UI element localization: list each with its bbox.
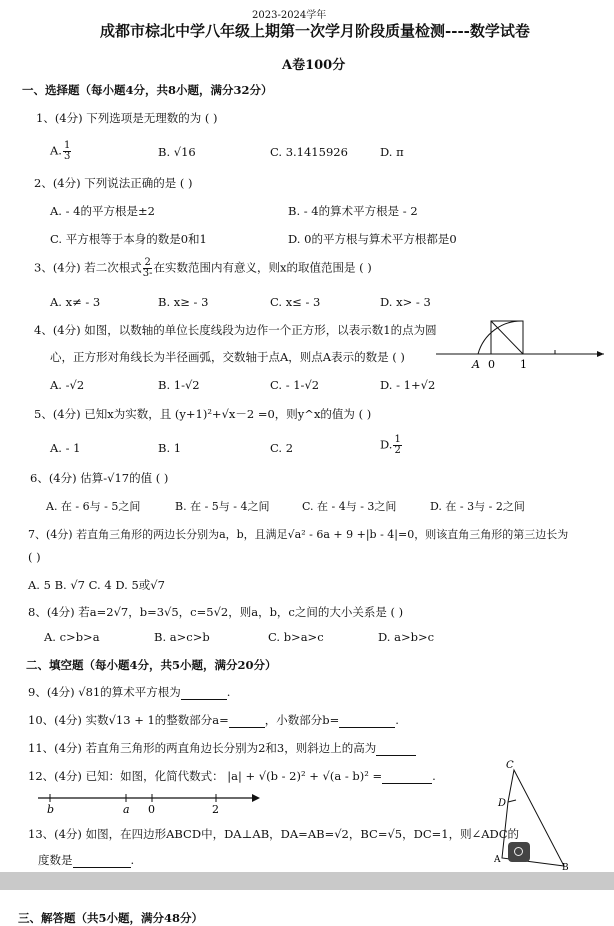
q4-option-b: B. 1-√2 bbox=[158, 378, 200, 392]
q7-options: A. 5 B. √7 C. 4 D. 5或√7 bbox=[28, 578, 165, 592]
q12-stem: 12、(4分) 已知：如图，化简代数式： |a| + √(b - 2)² + √(a - b)² = . bbox=[28, 769, 436, 783]
q2-option-a: A. - 4的平方根是±2 bbox=[50, 204, 155, 218]
q4-one-label: 1 bbox=[520, 358, 527, 371]
q5-option-d: D. $\frac{1}{2}$ bbox=[380, 434, 401, 456]
q7-stem-line1: 7、(4分) 若直角三角形的两边长分别为a，b，且满足√a² - 6a + 9 +|b - 4|=0，则该直角三角形的第三边长为 bbox=[28, 528, 569, 541]
camera-icon[interactable] bbox=[508, 842, 530, 862]
q4-option-d: D. - 1+√2 bbox=[380, 378, 436, 392]
q6-option-b: B. 在 - 5与 - 4之间 bbox=[175, 500, 270, 513]
q13-stem-line1: 13、(4分) 如图，在四边形ABCD中，DA⊥AB，DA=AB=√2，BC=√5，DC=1，则∠ADC的 bbox=[28, 827, 520, 841]
q12-axis-b: b bbox=[47, 803, 55, 816]
q8-option-b: B. a>c>b bbox=[154, 630, 210, 644]
next-page-strip bbox=[0, 890, 614, 925]
q6-stem: 6、(4分) 估算-√17的值 ( ) bbox=[30, 471, 169, 485]
q13-stem-line2: 度数是 . bbox=[38, 853, 135, 867]
paper-a-subtitle: A卷100分 bbox=[282, 58, 346, 73]
q4-stem-line2: 心，正方形对角线长为半径画弧，交数轴于点A，则点A表示的数是 ( ) bbox=[50, 350, 405, 364]
q6-option-a: A. 在 - 6与 - 5之间 bbox=[46, 500, 141, 513]
q2-option-d: D. 0的平方根与算术平方根都是0 bbox=[288, 232, 457, 246]
q8-option-a: A. c>b>a bbox=[44, 630, 100, 644]
q1-stem: 1、(4分) 下列选项是无理数的为 ( ) bbox=[36, 111, 218, 125]
q4-point-a-label: A bbox=[472, 358, 480, 371]
q13-point-b: B bbox=[562, 863, 569, 872]
q12-axis-a: a bbox=[123, 803, 130, 816]
q3-option-a: A. x≠ - 3 bbox=[50, 295, 101, 309]
q8-stem: 8、(4分) 若a=2√7，b=3√5，c=5√2，则a，b，c之间的大小关系是 ( ) bbox=[28, 605, 404, 619]
q4-stem-line1: 4、(4分) 如图，以数轴的单位长度线段为边作一个正方形，以表示数1的点为圆 bbox=[34, 323, 437, 337]
q13-point-d: D bbox=[498, 798, 507, 809]
q1-option-a: A. $\frac{1}{3}$ bbox=[50, 140, 71, 162]
q2-stem: 2、(4分) 下列说法正确的是 ( ) bbox=[34, 176, 193, 190]
q3-option-d: D. x> - 3 bbox=[380, 295, 431, 309]
q1-option-c: C. 3.1415926 bbox=[270, 145, 348, 159]
q12-axis-zero: 0 bbox=[148, 803, 155, 816]
q4-zero-label: 0 bbox=[488, 358, 495, 371]
q13-point-a: A bbox=[494, 855, 501, 865]
q1-option-d: D. π bbox=[380, 145, 404, 159]
exam-title: 成都市棕北中学八年级上期第一次学月阶段质量检测----数学试卷 bbox=[100, 22, 530, 40]
section-fill-heading: 二、填空题（每小题4分，共5小题，满分20分） bbox=[26, 658, 277, 672]
q8-option-c: C. b>a>c bbox=[268, 630, 324, 644]
section-choice-heading: 一、选择题（每小题4分，共8小题，满分32分） bbox=[22, 83, 273, 97]
q4-number-line-figure bbox=[436, 316, 606, 374]
q11-stem: 11、(4分) 若直角三角形的两直角边长分别为2和3，则斜边上的高为 bbox=[28, 740, 416, 756]
q3-option-c: C. x≤ - 3 bbox=[270, 295, 321, 309]
q7-stem-line2: ( ) bbox=[28, 550, 41, 564]
q13-quadrilateral-figure bbox=[494, 758, 578, 872]
q5-option-a: A. - 1 bbox=[50, 441, 81, 455]
q10-stem: 10、(4分) 实数√13 + 1的整数部分a= ，小数部分b= . bbox=[28, 713, 399, 727]
q3-option-b: B. x≥ - 3 bbox=[158, 295, 209, 309]
section-answer-heading: 三、解答题（共5小题，满分48分） bbox=[18, 911, 204, 925]
page-gap-divider bbox=[0, 872, 614, 890]
q5-stem: 5、(4分) 已知x为实数，且 (y+1)²+√x－2 =0，则y^x的值为 ( ) bbox=[34, 407, 372, 421]
q12-number-line bbox=[36, 790, 266, 816]
q5-option-b: B. 1 bbox=[158, 441, 182, 455]
q2-option-b: B. - 4的算术平方根是 - 2 bbox=[288, 204, 418, 218]
q6-option-c: C. 在 - 4与 - 3之间 bbox=[302, 500, 397, 513]
q12-axis-two: 2 bbox=[212, 803, 219, 816]
q13-point-c: C bbox=[506, 760, 514, 771]
q6-option-d: D. 在 - 3与 - 2之间 bbox=[430, 500, 525, 513]
q5-option-c: C. 2 bbox=[270, 441, 294, 455]
q8-option-d: D. a>b>c bbox=[378, 630, 435, 644]
q4-option-c: C. - 1-√2 bbox=[270, 378, 320, 392]
q3-stem: 3、(4分) 若二次根式 $\frac{2}{3-}$ 在实数范围内有意义，则x的取值范围是 ( ) bbox=[34, 257, 372, 279]
q4-option-a: A. -√2 bbox=[50, 378, 85, 392]
q1-option-b: B. √16 bbox=[158, 145, 196, 159]
q9-stem: 9、(4分) √81的算术平方根为 . bbox=[28, 685, 231, 699]
q2-option-c: C. 平方根等于本身的数是0和1 bbox=[50, 232, 207, 246]
school-year: 2023-2024学年 bbox=[252, 10, 327, 21]
